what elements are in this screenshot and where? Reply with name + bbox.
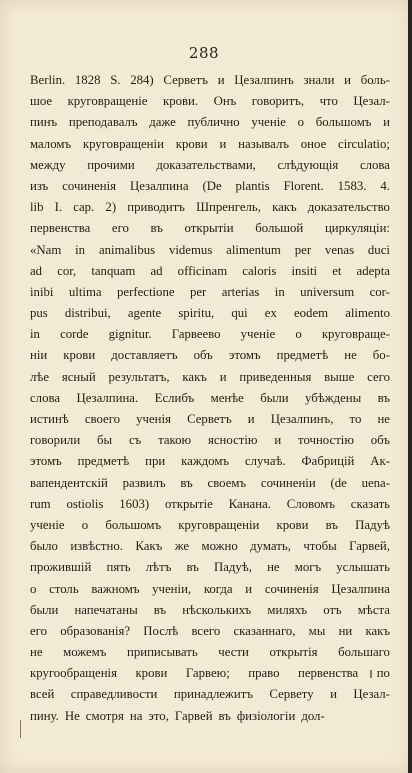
word: въ xyxy=(218,708,231,723)
word: (de xyxy=(330,475,347,490)
text-line xyxy=(30,536,390,557)
word: Цезал- xyxy=(353,687,390,702)
word: ученія xyxy=(136,412,171,426)
word: крови xyxy=(276,517,309,532)
word: in xyxy=(75,242,86,257)
text-line xyxy=(30,706,390,727)
ink-mark xyxy=(370,670,372,678)
word: и xyxy=(219,369,227,384)
word: боль- xyxy=(360,73,390,87)
text-line xyxy=(30,197,390,218)
word: этомъ xyxy=(228,348,261,363)
word: Серветъ xyxy=(163,73,209,87)
word: же xyxy=(174,539,190,554)
word: ясностію xyxy=(207,433,258,448)
word: круговраще- xyxy=(321,327,390,342)
word: in xyxy=(30,327,40,342)
word: своемъ xyxy=(207,475,247,490)
word: pus xyxy=(30,306,48,321)
text-line xyxy=(30,515,390,536)
word: своего xyxy=(84,412,121,426)
word: spiritu, xyxy=(178,306,215,321)
word: ученіе xyxy=(240,327,276,342)
word: gignitur. xyxy=(108,327,152,342)
word: развилъ xyxy=(122,475,166,490)
word: миляхъ xyxy=(267,602,308,617)
word: сказать xyxy=(350,496,390,511)
word: лѣе xyxy=(30,369,50,384)
text-line xyxy=(30,155,390,176)
text-line xyxy=(30,134,390,155)
word: и xyxy=(383,115,390,130)
word: право xyxy=(248,666,280,681)
word: открытія xyxy=(269,645,318,660)
word: Цезалпина. xyxy=(76,390,139,405)
word: круговращеніе xyxy=(67,94,148,109)
text-line xyxy=(30,579,390,600)
word: plantis xyxy=(235,178,270,193)
word: ultima xyxy=(68,284,102,299)
word: agente xyxy=(127,306,162,321)
word: точностію xyxy=(298,433,354,448)
word: въ xyxy=(186,560,199,575)
word: говоритъ, xyxy=(251,94,305,109)
word: говорили xyxy=(30,433,81,448)
word: столь xyxy=(49,581,79,596)
word: крови xyxy=(175,136,208,151)
text-line xyxy=(30,112,390,133)
word: случаѣ. xyxy=(244,454,286,469)
word: результатъ, xyxy=(108,369,170,384)
word: о xyxy=(30,581,37,596)
word: ясный xyxy=(61,369,96,384)
word: Цезалпина xyxy=(331,581,390,596)
word: (De xyxy=(202,178,222,193)
word: могъ xyxy=(294,560,322,575)
text-line xyxy=(30,388,390,409)
word: смотря xyxy=(85,708,124,723)
word: крови xyxy=(135,666,168,681)
word: это, xyxy=(148,708,169,723)
word: rum xyxy=(30,496,51,511)
text-line xyxy=(30,642,390,663)
word: 284) xyxy=(130,73,154,87)
word: думать, xyxy=(250,539,291,554)
word: не xyxy=(267,560,280,575)
word: справедливости xyxy=(70,687,158,702)
word: въ xyxy=(325,517,338,532)
word: et xyxy=(332,263,342,278)
word: этомъ xyxy=(30,454,62,469)
word: открытіе xyxy=(164,496,213,511)
word: услышать xyxy=(336,560,390,575)
text-line xyxy=(30,621,390,642)
text-line xyxy=(30,600,390,621)
text-line xyxy=(30,240,390,261)
word: и xyxy=(247,412,255,426)
word: въ xyxy=(180,475,193,490)
word: приписывать xyxy=(126,645,198,660)
word: Гарвей xyxy=(174,708,213,723)
word: то xyxy=(349,412,362,426)
word: insiti xyxy=(291,263,318,278)
word: кругообращенія xyxy=(30,666,117,681)
word: когда xyxy=(203,581,233,596)
word: объ xyxy=(370,433,390,448)
word: чести xyxy=(218,645,249,660)
word: eodem xyxy=(293,306,329,321)
word: Фабрицій xyxy=(301,454,355,469)
word: круговращеніи xyxy=(82,136,164,151)
word: прожившій xyxy=(30,560,92,575)
word: и xyxy=(219,136,227,151)
word: было xyxy=(30,539,58,554)
word: сказаннаго, xyxy=(233,623,296,638)
word: Словомъ xyxy=(286,496,335,511)
word: шое xyxy=(30,94,53,109)
text-line xyxy=(30,70,390,91)
word: выше xyxy=(324,369,355,384)
word: пять xyxy=(106,560,131,575)
word: всей xyxy=(30,687,55,702)
word: были xyxy=(260,390,289,405)
word: ученіи, xyxy=(152,581,192,596)
word: убѣждены xyxy=(305,390,362,405)
word: ad xyxy=(150,263,163,278)
word: изъ xyxy=(30,178,49,193)
word: 1583. xyxy=(337,178,367,193)
word: Гарвею; xyxy=(185,666,230,681)
word: 1603) xyxy=(119,496,150,511)
text-line xyxy=(30,367,390,388)
word: Сервету xyxy=(269,687,314,702)
text-line xyxy=(30,684,390,705)
word: такою xyxy=(158,433,192,448)
word: знали xyxy=(303,73,335,87)
word: бы xyxy=(97,433,113,448)
text-line xyxy=(30,409,390,430)
word: animalibus xyxy=(98,242,156,257)
word: что xyxy=(319,94,338,109)
word: важномъ xyxy=(91,581,140,596)
word: Цезалпинъ xyxy=(234,73,294,87)
word: какъ xyxy=(365,623,390,638)
word: объ xyxy=(193,348,213,363)
word: оное xyxy=(300,136,327,151)
word: какъ xyxy=(272,200,297,215)
word: въ xyxy=(153,602,167,617)
word: «Nam xyxy=(30,242,62,257)
word: какъ xyxy=(182,369,207,384)
word: Падуѣ, xyxy=(213,560,252,575)
word: Цезалпинъ, xyxy=(270,412,334,426)
word: о xyxy=(297,115,305,130)
word: и xyxy=(344,73,351,87)
word: первенства xyxy=(30,221,91,236)
word: можно xyxy=(201,539,238,554)
word: universum xyxy=(300,284,355,299)
word: adepta xyxy=(356,263,390,278)
word: о xyxy=(295,327,302,342)
word: каждомъ xyxy=(181,454,230,469)
word: tanquam xyxy=(91,263,136,278)
text-line xyxy=(30,261,390,282)
word: videmus xyxy=(168,242,213,257)
word: менѣе xyxy=(210,390,244,405)
word: arterias xyxy=(221,284,260,299)
word: ostiolis xyxy=(66,496,104,511)
word: officinam xyxy=(177,263,228,278)
word: 1828 xyxy=(74,73,101,87)
word: Шпренгель, xyxy=(196,200,261,215)
word: предметѣ xyxy=(276,348,329,363)
word: пину. xyxy=(30,708,59,723)
word: и xyxy=(330,687,337,702)
text-line xyxy=(30,557,390,578)
word: 4. xyxy=(380,178,390,193)
word: о xyxy=(81,517,89,532)
word: сего xyxy=(367,369,390,384)
word: въ xyxy=(150,221,163,236)
word: не xyxy=(377,412,390,426)
word: нѣсколькихъ xyxy=(182,602,252,617)
word: и xyxy=(274,433,282,448)
word: Канана. xyxy=(228,496,271,511)
text-line xyxy=(30,303,390,324)
word: образованія? xyxy=(60,623,131,638)
word: въ xyxy=(377,390,390,405)
word: открытіи xyxy=(184,221,234,236)
word: слова xyxy=(359,157,390,172)
word: Еслибъ xyxy=(154,390,195,405)
word: Цезал- xyxy=(353,94,390,109)
word: caloris xyxy=(242,263,277,278)
word: чтобы xyxy=(303,539,337,554)
word: публично xyxy=(187,115,240,130)
word: ученіе xyxy=(251,115,286,130)
word: напечатаны xyxy=(74,602,138,617)
word: прочими xyxy=(87,157,135,172)
word: даже xyxy=(149,115,176,130)
text-line xyxy=(30,324,390,345)
text-line xyxy=(30,494,390,515)
word: distribui, xyxy=(64,306,111,321)
word: Цезалпина xyxy=(129,178,189,193)
word: circulatio; xyxy=(338,136,390,151)
word: сочиненіи xyxy=(260,475,316,490)
word: duci xyxy=(367,242,390,257)
word: Падуѣ xyxy=(355,517,390,532)
text-line xyxy=(30,663,390,684)
word: между xyxy=(30,157,66,172)
word: крови. xyxy=(162,94,199,109)
word: alimentum xyxy=(226,242,281,257)
word: ни xyxy=(338,623,353,638)
word: per xyxy=(189,284,207,299)
word: ученіе xyxy=(30,517,65,532)
word: съ xyxy=(128,433,142,448)
page-edge-shadow xyxy=(408,0,412,773)
word: циркуляціи: xyxy=(324,221,390,236)
word: по xyxy=(376,666,390,681)
word: преподавалъ xyxy=(68,115,138,130)
word: крови xyxy=(63,348,96,363)
word: Послѣ xyxy=(143,623,179,638)
text-line xyxy=(30,345,390,366)
word: на xyxy=(129,708,143,723)
word: дол- xyxy=(301,708,325,723)
word: cor- xyxy=(369,284,390,299)
word: большой xyxy=(255,221,304,236)
word: ad xyxy=(30,263,43,278)
word: истинѣ xyxy=(30,412,69,426)
word: in xyxy=(274,284,285,299)
word: отъ xyxy=(323,602,342,617)
margin-mark xyxy=(20,720,21,738)
word: извѣстно. xyxy=(70,539,123,554)
text-line xyxy=(30,451,390,472)
word: Гарвей, xyxy=(349,539,390,554)
word: пинъ xyxy=(30,115,58,130)
word: были xyxy=(30,602,59,617)
word: маломъ xyxy=(30,136,72,151)
word: ex xyxy=(264,306,277,321)
word: Серветъ xyxy=(187,412,232,426)
word: большомъ xyxy=(105,517,162,532)
text-line xyxy=(30,430,390,451)
text-line xyxy=(30,176,390,197)
body-text xyxy=(30,70,390,727)
word: 2) xyxy=(105,200,117,215)
page-number: 288 xyxy=(188,44,220,62)
word: и xyxy=(217,73,225,87)
word: perfectione xyxy=(116,284,175,299)
word: его xyxy=(30,623,48,638)
word: Не xyxy=(64,708,80,723)
word: приведенныя xyxy=(239,369,312,384)
word: его xyxy=(111,221,129,236)
word: corde xyxy=(60,327,89,342)
word: venas xyxy=(324,242,355,257)
text-line xyxy=(30,218,390,239)
word: cap. xyxy=(73,200,95,215)
word: физіологіи xyxy=(236,708,296,723)
word: Florent. xyxy=(283,178,324,193)
word: принадлежитъ xyxy=(173,687,253,702)
word: I. xyxy=(54,200,63,215)
word: мѣста xyxy=(357,602,390,617)
word: не xyxy=(344,348,357,363)
word: бо- xyxy=(372,348,390,363)
word: и xyxy=(245,581,253,596)
word: cor, xyxy=(57,263,77,278)
word: можемъ xyxy=(63,645,107,660)
word: ніи xyxy=(30,348,48,363)
word: лѣтъ xyxy=(145,560,172,575)
word: Ак- xyxy=(370,454,390,469)
word: большомъ xyxy=(315,115,372,130)
word: per xyxy=(294,242,312,257)
word: доставляетъ xyxy=(111,348,178,363)
word: первенства xyxy=(297,666,359,681)
word: Berlin. xyxy=(30,73,66,87)
word: слова xyxy=(30,390,61,405)
word: мы xyxy=(308,623,326,638)
word: inibi xyxy=(30,284,54,299)
text-line xyxy=(30,473,390,494)
word: lib xyxy=(30,200,44,215)
word: всего xyxy=(191,623,221,638)
word: qui xyxy=(231,306,248,321)
word: доказательствами, xyxy=(156,157,256,172)
text-line xyxy=(30,91,390,112)
word: при xyxy=(145,454,166,469)
word: круговращеніи xyxy=(178,517,260,532)
word: называлъ xyxy=(238,136,289,151)
word: доказательство xyxy=(307,200,390,215)
word: Гарвеево xyxy=(171,327,221,342)
word: alimento xyxy=(345,306,390,321)
text-line xyxy=(30,282,390,303)
word: uena- xyxy=(361,475,390,490)
word: большаго xyxy=(338,645,390,660)
word: приводитъ xyxy=(127,200,185,215)
word: сочиненія xyxy=(62,178,117,193)
word: предметѣ xyxy=(77,454,130,469)
word: S. xyxy=(110,73,121,87)
word: слѣдующія xyxy=(277,157,339,172)
word: Онъ xyxy=(213,94,237,109)
word: не xyxy=(30,645,43,660)
word: вапендентскій xyxy=(30,475,108,490)
word: сочиненія xyxy=(264,581,319,596)
word: Какъ xyxy=(135,539,163,554)
